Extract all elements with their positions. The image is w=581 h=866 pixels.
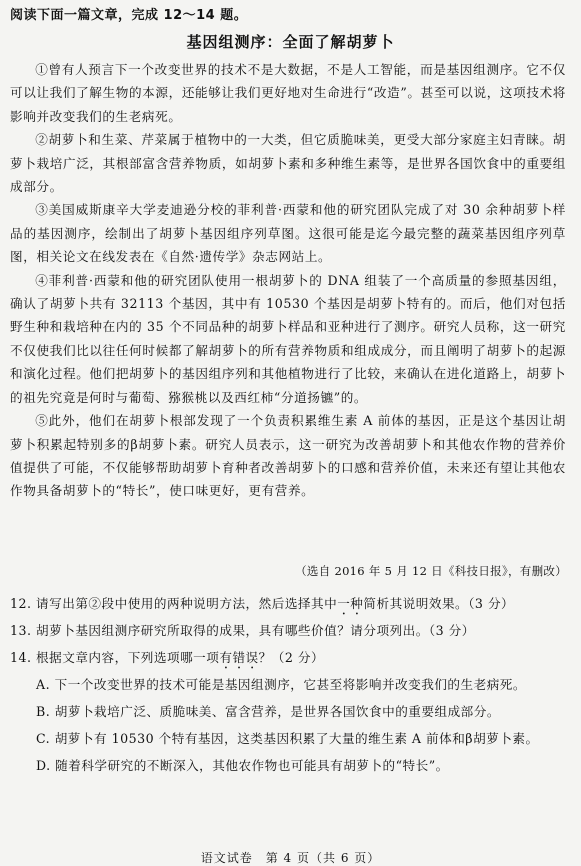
question-14-text-start: 14. 根据文章内容，下列选项哪一项 <box>10 650 220 665</box>
question-14-emphasis: 有错误 <box>219 650 259 665</box>
option-d: D. 随着科学研究的不断深入，其他农作物也可能具有胡萝卜的“特长”。 <box>36 758 449 773</box>
question-12-emphasis: 一种 <box>337 596 364 611</box>
question-12-text-end: 简析其说明效果。（3 分） <box>363 596 515 611</box>
article-paragraph-4: ④菲利普·西蒙和他的研究团队使用一根胡萝卜的 DNA 组装了一个高质量的参照基因组，确认了胡萝卜共有 32113 个基因，其中有 10530 个基因是胡萝卜特有的。而后，他们对包括野生种和栽培种在内的 35 个不同品种的胡萝卜样品和亚种进行了测序。研究人员称，这一研究不仅使我们比以往任何时候都了解胡萝卜的所有营养物质和组成成分，而且阐明了胡萝卜的起源和演化过程。他们把胡萝卜的基因组序列和其他植物进行了比较，来确认在进化道路上，胡萝卜的祖先究竟是何时与葡萄、猕猴桃以及西红柿“分道扬镳”的。 <box>10 272 566 405</box>
article-source: （选自 2016 年 5 月 12 日《科技日报》，有删改） <box>295 564 567 578</box>
questions-section <box>10 590 570 779</box>
question-14 <box>10 644 570 671</box>
article-paragraph-3: ③美国威斯康辛大学麦迪逊分校的菲利普·西蒙和他的研究团队完成了对 30 余种胡萝卜样品的基因测序，绘制出了胡萝卜基因组序列草图。这很可能是迄今最完整的蔬菜基因组序列草图，相关论文在线发表在《自然·遗传学》杂志网站上。 <box>10 202 566 265</box>
option-a: A. 下一个改变世界的技术可能是基因组测序，它甚至将影响并改变我们的生老病死。 <box>36 677 526 692</box>
option-c: C. 胡萝卜有 10530 个特有基因，这类基因积累了大量的维生素 A 前体和β胡萝卜素。 <box>36 731 539 746</box>
question-14-text-end: ？（2 分） <box>258 650 325 665</box>
article-paragraph-2: ②胡萝卜和生菜、芹菜属于植物中的一大类，但它质脆味美，更受大部分家庭主妇青睐。胡萝卜栽培广泛，其根部富含营养物质，如胡萝卜素和多种维生素等，是世界各国饮食中的重要组成部分。 <box>10 132 566 195</box>
article-body <box>10 58 566 503</box>
article-paragraph-1: ①曾有人预言下一个改变世界的技术不是大数据，不是人工智能，而是基因组测序。它不仅可以让我们了解生物的本源，还能够让我们更好地对生命进行“改造”。甚至可以说，这项技术将影响并改变我们的生老病死。 <box>10 62 566 124</box>
option-b: B. 胡萝卜栽培广泛、质脆味美、富含营养，是世界各国饮食中的重要组成部分。 <box>36 704 500 719</box>
article-title: 基因组测序：全面了解胡萝卜 <box>186 33 395 51</box>
question-12 <box>10 590 570 617</box>
question-12-text-start: 12. 请写出第②段中使用的两种说明方法，然后选择其中 <box>10 596 338 611</box>
question-13: 13. 胡萝卜基因组测序研究所取得的成果，具有哪些价值？请分项列出。（3 分） <box>10 623 475 638</box>
reading-instruction: 阅读下面一篇文章，完成 12～14 题。 <box>10 8 248 23</box>
article-paragraph-5: ⑤此外，他们在胡萝卜根部发现了一个负责积累维生素 A 前体的基因，正是这个基因让胡萝卜积累起特别多的β胡萝卜素。研究人员表示，这一研究为改善胡萝卜和其他农作物的营养价值提供了可能，不仅能够帮助胡萝卜育种者改善胡萝卜的口感和营养价值，未来还有望让其他农作物具备胡萝卜的“特长”，使口味更好，更有营养。 <box>10 413 566 499</box>
page-footer: 语文试卷 第 4 页（共 6 页） <box>200 851 381 865</box>
